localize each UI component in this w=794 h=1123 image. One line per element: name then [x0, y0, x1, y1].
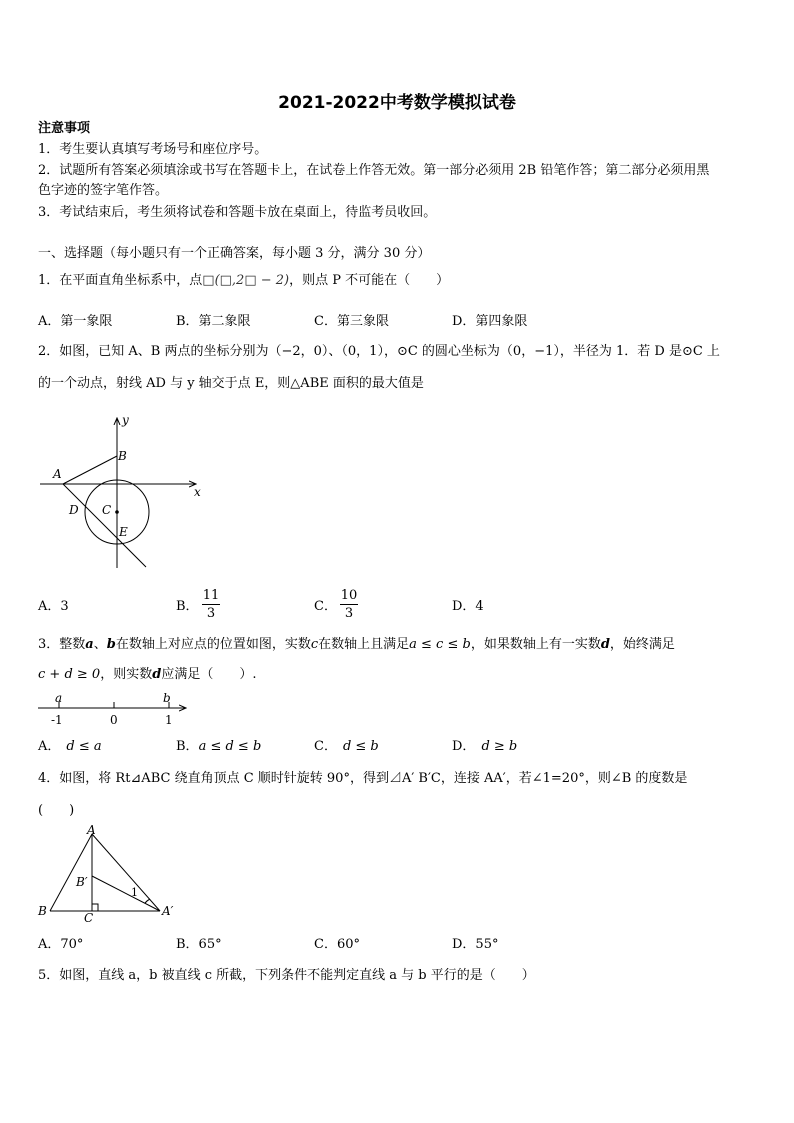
notice-item-3: 3．考试结束后，考生须将试卷和答题卡放在桌面上，待监考员收回。 — [38, 205, 437, 220]
option-math: a ≤ d ≤ b — [198, 739, 262, 754]
q2-option-b-label[interactable]: B． — [176, 599, 199, 614]
q3-text: ，始终满足 — [609, 637, 675, 652]
q1-point-formula: □(□,2□ − 2) — [202, 273, 290, 288]
segment-ab — [63, 456, 117, 484]
notice-heading: 注意事项 — [38, 121, 91, 136]
q3-text: ，如果数轴上有一实数 — [470, 637, 601, 652]
q3-number-line — [34, 690, 194, 730]
question-2-line-1: 2．如图，已知 A、B 两点的坐标分别为（−2，0）、（0，1），⊙C 的圆心坐标为（0，−1），半径为 1．若 D 是⊙C 上 — [38, 344, 720, 359]
label-b: B — [118, 449, 127, 463]
q3-option-a[interactable] — [38, 738, 102, 756]
q1-suffix: ，则点 P 不可能在（ ） — [289, 273, 450, 288]
q3-condition: c + d ≥ 0 — [38, 667, 101, 682]
q3-option-d[interactable] — [452, 738, 517, 756]
option-math: d ≤ b — [342, 739, 379, 754]
page-title: 2021-2022中考数学模拟试卷 — [278, 93, 516, 113]
q2-figure — [36, 412, 216, 572]
fraction-bar — [202, 604, 220, 605]
tick-label-minus-1: -1 — [51, 713, 63, 727]
tick-label-0: 0 — [110, 713, 118, 727]
q2-c-denominator: 3 — [344, 606, 354, 621]
q3-text: ，则实数 — [100, 667, 153, 682]
var-d: d — [152, 667, 162, 682]
ray-ad — [63, 484, 146, 567]
q2-b-numerator: 11 — [202, 588, 220, 603]
var-d: d — [600, 637, 610, 652]
q2-c-numerator: 10 — [340, 588, 358, 603]
label-a: A — [87, 824, 96, 837]
q4-option-c[interactable]: C．60° — [314, 937, 360, 952]
option-math: d ≤ a — [66, 739, 102, 754]
question-3-line-2 — [38, 666, 256, 684]
angle-1-arc — [145, 899, 150, 903]
notice-item-2-cont: 色字迹的签字笔作答。 — [38, 183, 169, 198]
axis-label-a: a — [55, 691, 63, 705]
q3-inequality: a ≤ c ≤ b — [409, 637, 471, 652]
axis-label-b: b — [163, 691, 171, 705]
q1-prefix: 1．在平面直角坐标系中，点 — [38, 273, 203, 288]
q2-option-c-label[interactable]: C． — [314, 599, 337, 614]
var-c: c — [310, 637, 319, 652]
option-label: A． — [38, 739, 61, 754]
q3-text: 在数轴上对应点的位置如图，实数 — [115, 637, 311, 652]
section-heading: 一、选择题（每小题只有一个正确答案，每小题 3 分，满分 30 分） — [38, 246, 431, 261]
label-angle-1: 1 — [131, 886, 138, 899]
fraction-bar — [340, 604, 358, 605]
label-c: C — [102, 503, 112, 517]
notice-item-2: 2．试题所有答案必须填涂或书写在答题卡上，在试卷上作答无效。第一部分必须用 2B 铅笔作答；第二部分必须用黑 — [38, 163, 710, 178]
q1-option-b[interactable]: B．第二象限 — [176, 314, 251, 329]
option-label: C． — [314, 739, 337, 754]
var-b: b — [106, 637, 116, 652]
label-a-prime: A′ — [162, 904, 174, 918]
q3-option-b[interactable] — [176, 738, 261, 756]
option-label: B． — [176, 739, 199, 754]
question-4-line-1: 4．如图，将 Rt⊿ABC 绕直角顶点 C 顺时针旋转 90°，得到⊿A′ B′C，连接 AA′，若∠1=20°，则∠B 的度数是 — [38, 771, 688, 786]
q4-option-b[interactable]: B．65° — [176, 937, 222, 952]
q3-text: 3．整数 — [38, 637, 86, 652]
option-label: D． — [452, 739, 476, 754]
q2-option-b-fraction — [202, 588, 220, 621]
q4-figure — [34, 824, 184, 924]
var-a: a — [85, 637, 94, 652]
q3-text: 在数轴上且满足 — [318, 637, 410, 652]
question-2-line-2: 的一个动点，射线 AD 与 y 轴交于点 E，则△ABE 面积的最大值是 — [38, 376, 424, 391]
q3-option-c[interactable] — [314, 738, 379, 756]
right-angle-mark — [92, 904, 98, 911]
q2-b-denominator: 3 — [206, 606, 216, 621]
label-b-prime: B′ — [76, 875, 88, 889]
label-a: A — [53, 467, 62, 481]
q3-text: 、 — [93, 637, 107, 652]
label-d: D — [69, 503, 79, 517]
q4-option-a[interactable]: A．70° — [38, 937, 84, 952]
option-math: d ≥ b — [481, 739, 518, 754]
label-b: B — [38, 904, 47, 918]
label-x: x — [194, 485, 201, 499]
q2-option-a[interactable]: A．3 — [38, 599, 69, 614]
label-y: y — [122, 413, 129, 427]
question-1-stem — [38, 272, 449, 290]
label-e: E — [119, 525, 128, 539]
tick-label-1: 1 — [165, 713, 173, 727]
q1-option-d[interactable]: D．第四象限 — [452, 314, 528, 329]
question-4-line-2: ( ) — [38, 803, 75, 818]
q2-option-c-fraction — [340, 588, 358, 621]
question-5-stem: 5．如图，直线 a，b 被直线 c 所截，下列条件不能判定直线 a 与 b 平行的是（ ） — [38, 968, 535, 983]
q3-text: 应满足（ ）. — [161, 667, 257, 682]
segment-b-prime-a-prime — [92, 876, 160, 911]
label-c: C — [84, 911, 94, 924]
center-c-dot — [115, 510, 119, 514]
q4-option-d[interactable]: D．55° — [452, 937, 499, 952]
q2-option-d[interactable]: D．4 — [452, 599, 484, 614]
segment-ab — [50, 834, 92, 911]
question-3-line-1 — [38, 636, 675, 654]
q1-option-a[interactable]: A．第一象限 — [38, 314, 113, 329]
q1-option-c[interactable]: C．第三象限 — [314, 314, 389, 329]
notice-item-1: 1．考生要认真填写考场号和座位序号。 — [38, 142, 268, 157]
